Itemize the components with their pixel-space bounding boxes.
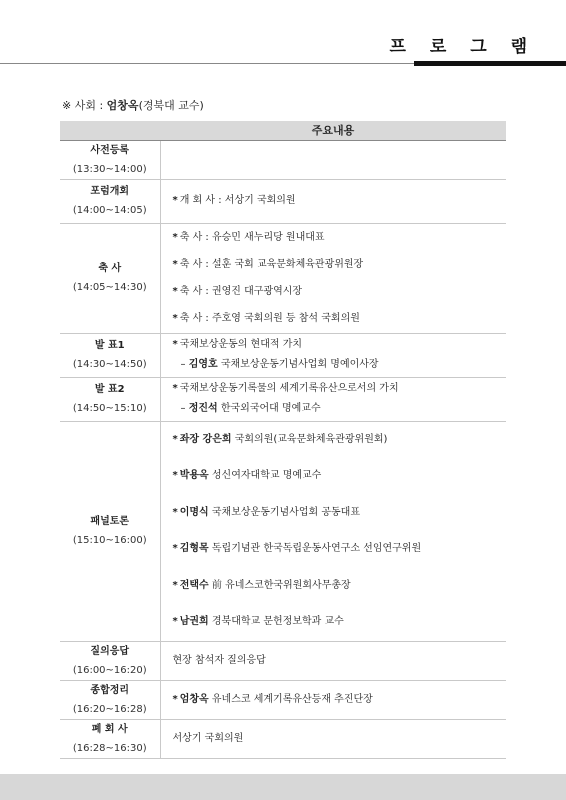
bullet-star: * [172, 506, 178, 518]
session-name: 포럼개회 [90, 186, 130, 197]
session-content [160, 642, 506, 681]
speaker-name: 김영호 [188, 359, 218, 370]
bullet-star: * [172, 339, 178, 350]
line-text: 국채보상운동기록물의 세계기록유산으로서의 가치 [179, 383, 399, 394]
line-text: 경북대학교 문헌정보학과 교수 [208, 616, 344, 628]
content-line [173, 531, 507, 568]
content-line [173, 224, 507, 251]
session-content [160, 179, 506, 223]
content-line [173, 690, 507, 710]
speaker-name: 남권희 [179, 616, 209, 628]
content-line [173, 458, 507, 495]
session-content [160, 421, 506, 642]
session-time: (16:20~16:28) [72, 704, 147, 716]
line-text: 유네스코 세계기록유산등재 추진단장 [208, 694, 373, 706]
content-line [173, 278, 507, 305]
session-time: (14:30~14:50) [72, 359, 147, 370]
table-row [60, 642, 506, 681]
table-row [60, 333, 506, 377]
table-row [60, 223, 506, 333]
session-name: 질의응답 [90, 646, 130, 658]
table-row [60, 179, 506, 223]
bullet-star: * [172, 694, 178, 706]
page-header [0, 0, 566, 70]
session-time: (14:50~15:10) [72, 403, 147, 414]
session-time: (16:00~16:20) [72, 665, 147, 677]
content-line [173, 422, 507, 459]
speaker-name: 박용옥 [179, 470, 209, 482]
line-text: 축 사 : 주호영 국회의원 등 참석 국회의원 [179, 313, 360, 324]
content-line [173, 305, 507, 332]
moderator-name: 엄창옥 [106, 99, 139, 112]
session-content [160, 223, 506, 333]
content-line [173, 191, 507, 211]
content-line [173, 355, 507, 375]
session-name: 패널토론 [90, 516, 130, 528]
content-line [173, 495, 507, 532]
moderator-affiliation: (경북대 교수) [138, 99, 204, 112]
line-text: 국채보상운동기념사업회 공동대표 [208, 506, 360, 518]
session-time: (15:10~16:00) [72, 535, 147, 547]
speaker-name: 엄창옥 [179, 694, 209, 706]
session-time: (16:28~16:30) [72, 743, 147, 755]
program-body [60, 140, 506, 759]
bullet-star: * [172, 543, 178, 555]
table-row [60, 140, 506, 179]
bullet-star: * [172, 616, 178, 628]
content-line [173, 379, 507, 399]
line-text: 축 사 : 유승민 새누리당 원내대표 [179, 232, 325, 243]
session-name: 사전등록 [90, 144, 130, 156]
dash-prefix: – [180, 359, 189, 370]
session-name: 발 표2 [94, 384, 125, 395]
session-content [160, 681, 506, 720]
content-line [173, 399, 507, 419]
table-row [60, 720, 506, 759]
content-line [173, 604, 507, 641]
session-cell [60, 223, 160, 333]
footer-bar [0, 774, 566, 800]
speaker-name: 전택수 [179, 579, 209, 591]
page-title: 프 로 그 램 [389, 37, 536, 57]
bullet-star: * [172, 286, 178, 297]
bullet-star: * [172, 313, 178, 324]
line-text: 축 사 : 권영진 대구광역시장 [179, 286, 303, 297]
session-name: 축 사 [98, 263, 122, 274]
line-text: 한국외국어대 명예교수 [217, 403, 321, 414]
session-cell [60, 377, 160, 421]
header-blank-cell [60, 121, 160, 140]
session-content [160, 720, 506, 759]
dash-prefix: – [180, 403, 189, 414]
bullet-star: * [172, 433, 178, 445]
table-row [60, 421, 506, 642]
program-table [60, 121, 506, 759]
session-cell [60, 642, 160, 681]
session-cell [60, 333, 160, 377]
session-time: (13:30~14:00) [72, 163, 147, 175]
line-text: 국채보상운동기념사업회 명예이사장 [217, 359, 379, 370]
table-header-row [60, 121, 506, 140]
line-text: 개 회 사 : 서상기 국회의원 [179, 195, 296, 206]
session-cell [60, 681, 160, 720]
table-row [60, 681, 506, 720]
moderator-prefix: ※ 사회 : [62, 99, 107, 112]
table-row [60, 377, 506, 421]
speaker-name: 이명식 [179, 506, 209, 518]
speaker-name: 김형목 [179, 543, 209, 555]
bullet-star: * [172, 470, 178, 482]
content-line [173, 335, 507, 355]
moderator-line [62, 97, 204, 113]
content-line [173, 251, 507, 278]
bullet-star: * [172, 232, 178, 243]
content-line [173, 568, 507, 605]
speaker-name: 정진석 [188, 403, 218, 414]
session-cell [60, 179, 160, 223]
session-name: 발 표1 [94, 340, 125, 351]
bullet-star: * [172, 259, 178, 270]
session-content [160, 333, 506, 377]
session-content [160, 140, 506, 179]
header-main-content: 주요내용 [160, 121, 506, 140]
session-content [160, 377, 506, 421]
line-text: 축 사 : 설훈 국회 교육문화체육관광위원장 [179, 259, 364, 270]
bullet-star: * [172, 195, 178, 206]
line-text: 국회의원(교육문화체육관광위원회) [231, 433, 388, 445]
line-text: 前 유네스코한국위원회사무총장 [208, 579, 351, 591]
session-time: (14:05~14:30) [72, 282, 147, 293]
content-line [173, 651, 507, 671]
bullet-star: * [172, 579, 178, 591]
session-cell [60, 720, 160, 759]
session-time: (14:00~14:05) [72, 205, 147, 216]
session-cell [60, 140, 160, 179]
header-accent-bar [414, 61, 566, 66]
line-text: 서상기 국회의원 [172, 733, 244, 745]
session-name: 종합정리 [90, 685, 130, 697]
line-text: 국채보상운동의 현대적 가치 [179, 339, 303, 350]
line-text: 독립기념관 한국독립운동사연구소 선임연구위원 [208, 543, 422, 555]
speaker-name: 좌장 강은희 [179, 433, 232, 445]
line-text: 현장 참석자 질의응답 [172, 655, 266, 667]
session-cell [60, 421, 160, 642]
content-line [173, 729, 507, 749]
session-name: 폐 회 사 [91, 724, 128, 736]
bullet-star: * [172, 383, 178, 394]
line-text: 성신여자대학교 명예교수 [208, 470, 322, 482]
